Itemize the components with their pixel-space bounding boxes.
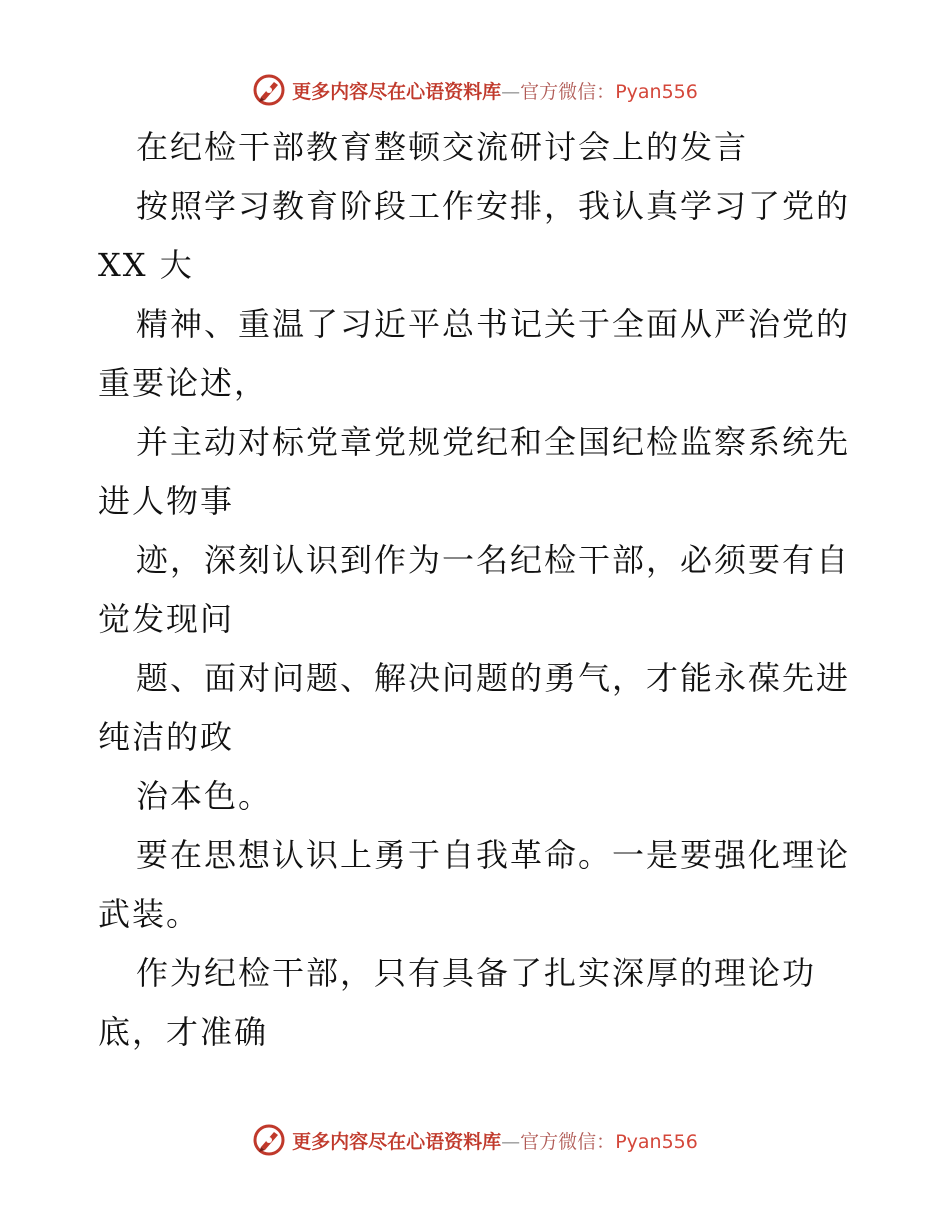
document-line: 迹，深刻认识到作为一名纪检干部，必须要有自 [136,541,851,579]
document-line: 并主动对标党章党规党纪和全国纪检监察系统先 [136,423,851,461]
document-line: 治本色。 [136,777,273,815]
document-line: 题、面对问题、解决问题的勇气，才能永葆先进 [136,659,851,697]
header-banner [0,70,950,110]
document-line: 进人物事 [98,482,235,520]
document-line: 精神、重温了习近平总书记关于全面从严治党的 [136,305,851,343]
document-line: 按照学习教育阶段工作安排，我认真学习了党的 [136,187,851,225]
document-line: 在纪检干部教育整顿交流研讨会上的发言 [136,128,749,166]
document-line: 底，才准确 [98,1013,269,1051]
header-separator: — [501,80,521,103]
header-brand-text: 更多内容尽在心语资料库 [292,80,502,103]
document-line: 作为纪检干部，只有具备了扎实深厚的理论功 [136,954,817,992]
header-banner-text [292,77,698,104]
footer-wechat-id: Pyan556 [615,1130,698,1153]
header-wechat-id: Pyan556 [615,80,698,103]
document-line: XX 大 [98,246,194,284]
document-line: 纯洁的政 [98,718,235,756]
document-line: 要在思想认识上勇于自我革命。一是要强化理论 [136,836,851,874]
document-line: 觉发现问 [98,600,235,638]
header-wechat-label: 官方微信： [520,80,616,103]
document-line: 武装。 [98,895,201,933]
footer-wechat-label: 官方微信： [520,1130,616,1153]
document-body [98,122,858,1066]
footer-banner [0,1120,950,1160]
footer-brand-text: 更多内容尽在心语资料库 [292,1130,502,1153]
footer-separator: — [501,1130,521,1153]
pen-circle-logo-icon [252,73,286,107]
pen-circle-logo-icon [252,1123,286,1157]
footer-banner-text [292,1127,698,1154]
document-line: 重要论述， [98,364,269,402]
